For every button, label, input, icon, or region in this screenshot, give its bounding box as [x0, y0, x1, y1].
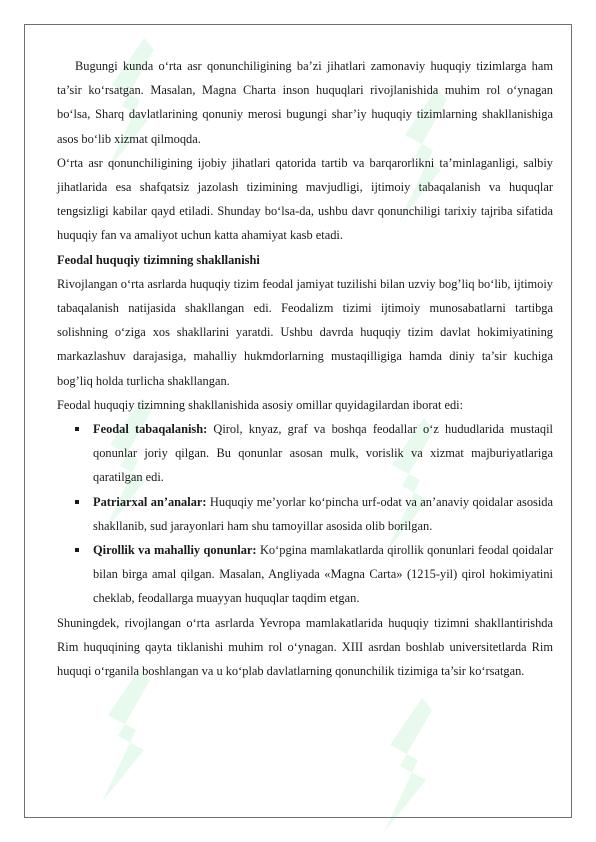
bullet-square-icon [75, 500, 79, 504]
list-item-term: Patriarxal an’analar: [93, 494, 207, 509]
list-item-term: Qirollik va mahalliy qonunlar: [93, 543, 257, 558]
bullet-square-icon [75, 427, 79, 431]
paragraph-feudal-system: Rivojlangan o‘rta asrlarda huquqiy tizim feodal jamiyat tuzilishi bilan uzviy bog’liq bo‘lib, ijtimoiy tabaqalanish natijasida shakllangan edi. Feodalizm tizimi ijtimoiy munosabatlarni tartibga solishning o‘ziga xos shakllarini yaratdi. Ushbu davrda huquqiy tizim davlat hokimiyatining markazlashuv darajasiga, mahalliy hukmdorlarning mustaqilligiga hamda diniy ta’sir kuchiga bog’liq holda turlicha shakllangan. [57, 276, 553, 388]
list-item-term: Feodal tabaqalanish: [93, 422, 208, 437]
bullet-square-icon [75, 548, 79, 552]
list-item [93, 490, 553, 538]
list-item-text: Huquqiy me’yorlar ko‘pincha urf-odat va an’anaviy qoidalar asosida shakllanib, sud jarayonlari ham shu tamoyillar asosida olib borilgan. [93, 494, 553, 533]
factors-list [57, 417, 553, 611]
paragraph-intro: Bugungi kunda o‘rta asr qonunchiligining ba’zi jihatlari zamonaviy huquqiy tizimlarga ham ta’sir ko‘rsatgan. Masalan, Magna Charta inson huquqlari rivojlanishida muhim rol o‘ynagan bo‘lsa, Sharq davlatlarining qonuniy merosi bugungi shar’iy huquqiy tizimlarning shakllanishiga asos bo‘lib xizmat qilmoqda. [57, 59, 553, 146]
document-body [57, 54, 553, 683]
list-item-text: Qirol, knyaz, graf va boshqa feodallar o‘z hududlarida mustaqil qonunlar joriy qilgan. Bu qonunlar asosan mulk, vorislik va xizmat majburiyatlariga qaratilgan edi. [93, 422, 553, 485]
list-item-text: Ko‘pgina mamlakatlarda qirollik qonunlari feodal qoidalar bilan birga amal qilgan. Masalan, Angliyada «Magna Carta» (1215-yil) qirol hokimiyatini cheklab, feodallarga muayyan huquqlar taqdim etgan. [93, 543, 553, 606]
paragraph-roman-law: Shuningdek, rivojlangan o‘rta asrlarda Yevropa mamlakatlarida huquqiy tizimni shakllantirishda Rim huquqining qayta tiklanishi muhim rol o‘ynagan. XIII asrdan boshlab universitetlarda Rim huquqi o‘rganila boshlangan va u ko‘plab davlatlarning qonunchilik tizimiga ta’sir ko‘rsatgan. [57, 615, 553, 679]
paragraph-assessment: O‘rta asr qonunchiligining ijobiy jihatlari qatorida tartib va barqarorlikni ta’minlaganligi, salbiy jihatlarida esa shafqatsiz jazolash tizimining mavjudligi, ijtimoiy tabaqalanish va huquqlar tengsizligi kabilar qayd etiladi. Shunday bo‘lsa-da, ushbu davr qonunchiligi tarixiy tajriba sifatida huquqiy fan va amaliyot uchun katta ahamiyat kasb etadi. [57, 155, 553, 243]
list-item [93, 417, 553, 490]
paragraph-factors-intro: Feodal huquqiy tizimning shakllanishida asosiy omillar quyidagilardan iborat edi: [57, 397, 464, 412]
list-item [93, 538, 553, 611]
section-heading: Feodal huquqiy tizimning shakllanishi [57, 252, 260, 267]
